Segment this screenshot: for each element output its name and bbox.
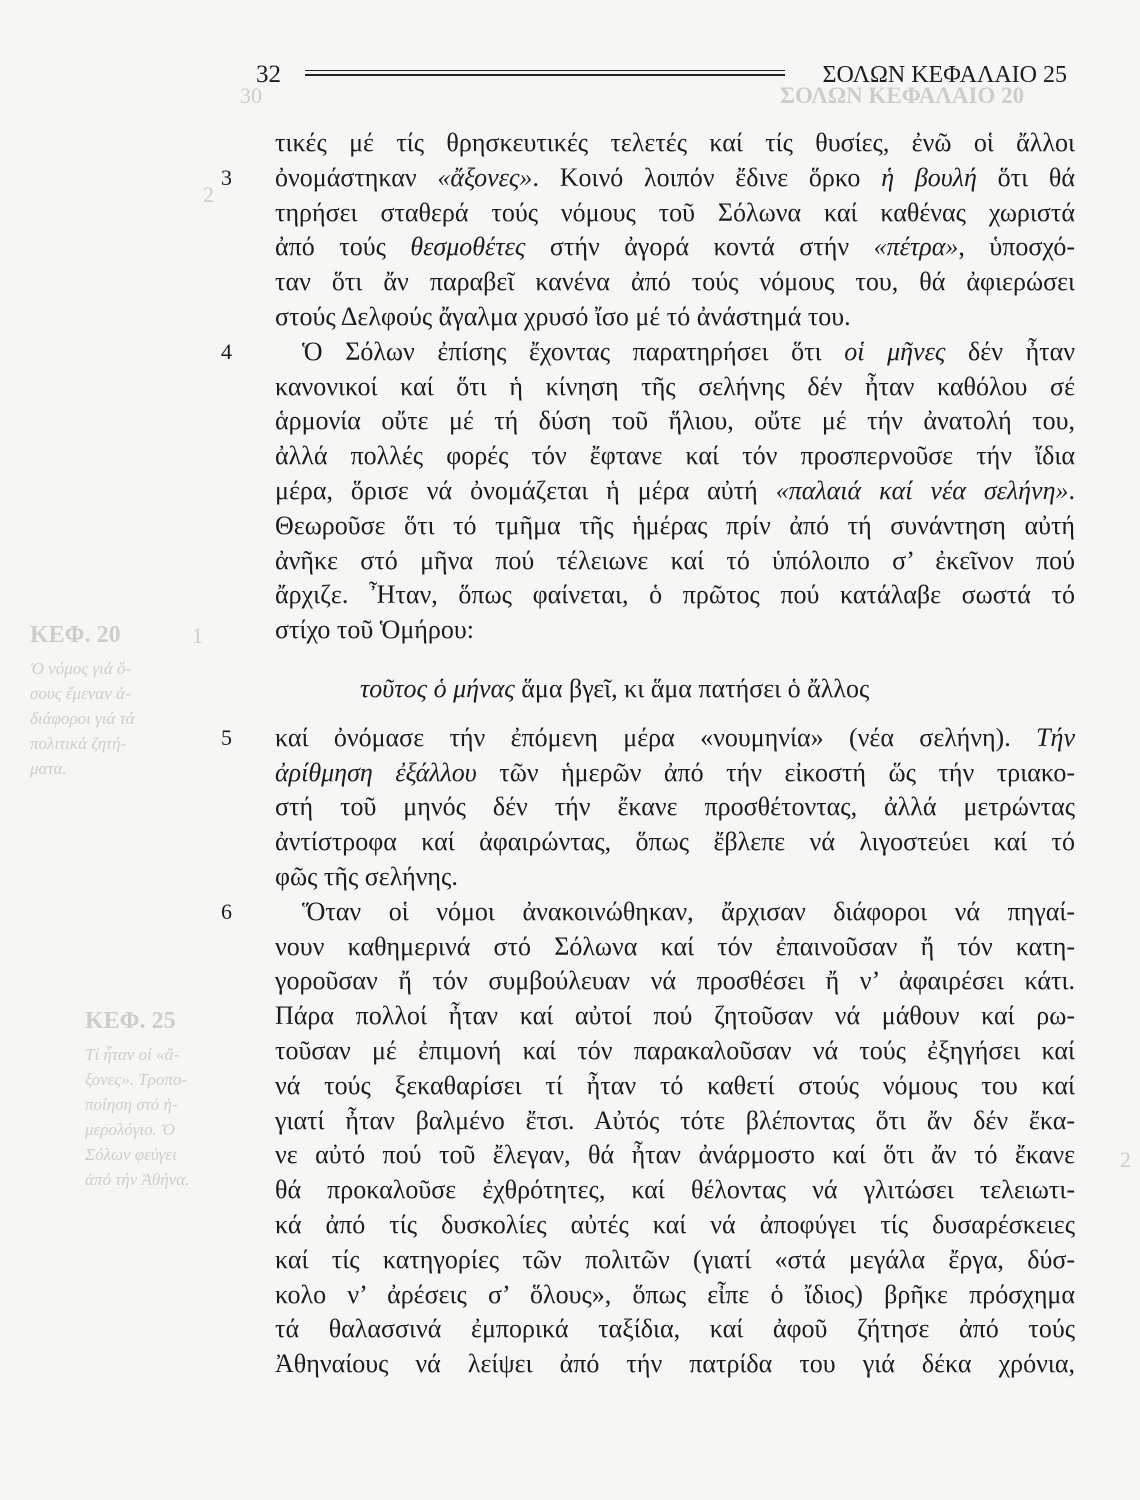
header-double-rule bbox=[305, 70, 785, 76]
show-through-running-title: ΣΟΛΩΝ ΚΕΦΑΛΑΙΟ 20 bbox=[780, 83, 1025, 108]
text-run: θά προκαλοῦσε ἐχθρότητες, καί θέλοντας νά γλιτώσει τελειωτι- bbox=[275, 1175, 1075, 1205]
text-run: ὅτι θά bbox=[976, 162, 1075, 192]
italic-text-run: ἡ βουλή bbox=[881, 162, 977, 192]
text-run: Ἀθηναίους νά λείψει ἀπό τήν πατρίδα του γιά δέκα χρόνια, bbox=[275, 1349, 1075, 1379]
text-line bbox=[275, 1173, 1075, 1208]
text-line bbox=[275, 1347, 1075, 1382]
text-line bbox=[275, 509, 1075, 544]
text-run: Ὅταν οἱ νόμοι ἀνακοινώθηκαν, ἄρχισαν διάφοροι νά πηγαί- bbox=[302, 896, 1075, 926]
section-number: 5 bbox=[221, 724, 232, 750]
text-line bbox=[221, 335, 1075, 370]
italic-text-run: τοῦτος ὁ μήνας bbox=[360, 673, 515, 703]
text-line bbox=[221, 161, 1075, 196]
text-run: μέρα, ὅρισε νά ὀνομάζεται ἡ μέρα αὐτή bbox=[275, 475, 776, 505]
text-line bbox=[221, 721, 1075, 756]
text-line bbox=[275, 404, 1075, 439]
text-run: στούς Δελφούς ἄγαλμα χρυσό ἴσο μέ τό ἀνάστημά του. bbox=[275, 301, 851, 331]
text-run: κανονικοί καί ὅτι ἡ κίνηση τῆς σελήνης δέν ἦταν καθόλου σέ bbox=[275, 371, 1075, 401]
show-through-margin-note bbox=[85, 1006, 189, 1192]
italic-text-run: ἀρίθμηση ἐξάλλου bbox=[275, 757, 477, 787]
margin-note-line: πολιτικά ζητή- bbox=[30, 734, 127, 753]
text-run: ἀνῆκε στό μῆνα πού τέλειωνε καί τό ὑπόλοιπο σ’ ἐκεῖνον πού bbox=[275, 545, 1075, 575]
text-run: τικές μέ τίς θρησκευτικές τελετές καί τίς θυσίες, ἐνῶ οἱ ἄλλοι bbox=[275, 128, 1075, 157]
margin-note-line: Ὁ νόμος γιά ὅ- bbox=[30, 659, 132, 678]
text-run: καί τίς κατηγορίες τῶν πολιτῶν (γιατί «στά μεγάλα ἔργα, δύσ- bbox=[275, 1244, 1075, 1274]
show-through-margin-note bbox=[30, 620, 135, 781]
italic-text-run: «παλαιά καί νέα σελήνη» bbox=[775, 475, 1069, 505]
text-run: ὀνομάστηκαν bbox=[275, 162, 438, 192]
italic-text-run: «ἄξονες» bbox=[437, 162, 533, 192]
text-line bbox=[275, 474, 1075, 509]
text-run: . bbox=[1068, 475, 1075, 505]
text-run: Πάρα πολλοί ἦταν καί αὐτοί πού ζητοῦσαν νά μάθουν καί ρω- bbox=[275, 1001, 1075, 1031]
text-line bbox=[275, 1034, 1075, 1069]
text-run: ἅμα βγεῖ, κι ἅμα πατήσει ὁ ἄλλος bbox=[514, 673, 870, 703]
text-run: Θεωροῦσε ὅτι τό τμῆμα τῆς ἡμέρας πρίν ἀπό τή συνάντηση αὐτή bbox=[275, 510, 1075, 540]
text-run: νε αὐτό πού τοῦ ἔλεγαν, θά ἦταν ἀνάρμοστο καί ὅτι ἄν τό ἔκανε bbox=[275, 1140, 1075, 1170]
text-line bbox=[275, 196, 1075, 231]
text-run: γοροῦσαν ἤ τόν συμβούλευαν νά προσθέσει ἤ ν’ ἀφαιρέσει κάτι. bbox=[275, 966, 1075, 996]
margin-note-line: διάφοροι γιά τά bbox=[30, 709, 135, 728]
body-text bbox=[221, 126, 1076, 1382]
text-line bbox=[275, 230, 1075, 265]
text-line bbox=[275, 825, 1075, 860]
running-title: ΣΟΛΩΝ ΚΕΦΑΛΑΙΟ 25 bbox=[822, 62, 1067, 88]
text-line bbox=[275, 1312, 1075, 1347]
text-line bbox=[275, 126, 1075, 161]
text-run: δέν ἦταν bbox=[945, 336, 1075, 366]
text-line bbox=[275, 860, 1075, 895]
text-line bbox=[275, 613, 1075, 648]
text-line bbox=[275, 1069, 1075, 1104]
text-run: κολο ν’ ἀρέσεις σ’ ὅλους», ὅπως εἶπε ὁ ἴδιος) βρῆκε πρόσχημα bbox=[275, 1279, 1075, 1309]
text-run: φῶς τῆς σελήνης. bbox=[275, 861, 458, 891]
text-run: στήν ἀγορά κοντά στήν bbox=[525, 232, 874, 262]
text-line bbox=[275, 930, 1075, 965]
italic-text-run: θεσμοθέτες bbox=[410, 232, 526, 262]
text-line bbox=[275, 300, 1075, 335]
text-line bbox=[275, 578, 1075, 613]
text-run: καί ὀνόμασε τήν ἐπόμενη μέρα «νουμηνία» (νέα σελήνη). bbox=[275, 722, 1037, 752]
margin-note-line: ξονες». Τροπο- bbox=[85, 1070, 187, 1089]
text-line bbox=[275, 1138, 1075, 1173]
text-line bbox=[221, 895, 1075, 930]
text-line bbox=[275, 1104, 1075, 1139]
text-line bbox=[275, 999, 1075, 1034]
text-line bbox=[275, 265, 1075, 300]
margin-note-line: ποίηση στό ἡ- bbox=[85, 1095, 178, 1114]
text-run: ἄρχιζε. Ἦταν, ὅπως φαίνεται, ὁ πρῶτος πού κατάλαβε σωστά τό bbox=[275, 580, 1075, 610]
text-line bbox=[275, 1243, 1075, 1278]
text-run: τῶν ἡμερῶν ἀπό τήν εἰκοστή ὥς τήν τριακο- bbox=[476, 757, 1076, 787]
margin-note-line: μερολόγιο. Ὁ bbox=[85, 1120, 176, 1139]
text-run: ἀλλά πολλές φορές τόν ἔφτανε καί τόν προσπερνοῦσε τήν ἴδια bbox=[275, 441, 1075, 471]
margin-note-label: ΚΕΦ. 25 bbox=[85, 1008, 176, 1034]
text-run: τηρήσει σταθερά τούς νόμους τοῦ Σόλωνα καί καθένας χωριστά bbox=[275, 197, 1075, 227]
margin-note-text bbox=[85, 1042, 189, 1192]
margin-note-line: Σόλων φεύγει bbox=[85, 1145, 177, 1164]
show-through-section-number: 1 bbox=[192, 623, 203, 648]
text-run: στίχο τοῦ Ὁμήρου: bbox=[275, 615, 474, 645]
margin-note-line: ἀπό τήν Ἀθήνα. bbox=[85, 1170, 190, 1189]
italic-text-run: Τήν bbox=[1036, 722, 1075, 752]
margin-note-line: σους ἔμεναν ἀ- bbox=[30, 684, 131, 703]
text-run: . Κοινό λοιπόν ἔδινε ὅρκο bbox=[532, 162, 882, 192]
section-number: 6 bbox=[221, 898, 232, 924]
text-run: κά ἀπό τίς δυσκολίες αὐτές καί νά ἀποφύγει τίς δυσαρέσκειες bbox=[275, 1209, 1075, 1239]
margin-note-line: ματα. bbox=[30, 759, 67, 778]
text-run: γιατί ἦταν βαλμένο ἔτσι. Αὐτός τότε βλέποντας ὅτι ἄν δέν ἔκα- bbox=[275, 1105, 1075, 1135]
text-run: νά τούς ξεκαθαρίσει τί ἦταν τό καθετί στούς νόμους του καί bbox=[275, 1070, 1075, 1100]
show-through-section-number: 2 bbox=[1120, 1147, 1131, 1172]
text-line bbox=[275, 544, 1075, 579]
text-line bbox=[275, 756, 1075, 791]
text-run: τοῦσαν μέ ἐπιμονή καί τόν παρακαλοῦσαν νά τούς ἐξηγήσει καί bbox=[275, 1035, 1075, 1065]
text-run: , ὑποσχό- bbox=[958, 232, 1075, 262]
text-line bbox=[275, 1278, 1075, 1313]
italic-text-run: «πέτρα» bbox=[873, 232, 959, 262]
text-run: Ὁ Σόλων ἐπίσης ἔχοντας παρατηρήσει ὅτι bbox=[302, 336, 845, 366]
text-line bbox=[275, 439, 1075, 474]
show-through-page-number: 30 bbox=[240, 83, 262, 108]
text-run: τά θαλασσινά ἐμπορικά ταξίδια, καί ἀφοῦ ζήτησε ἀπό τούς bbox=[275, 1314, 1075, 1344]
text-line bbox=[275, 964, 1075, 999]
section-number: 3 bbox=[221, 164, 232, 190]
text-line bbox=[275, 1208, 1075, 1243]
margin-note-line: Τί ἦταν οἱ «ἄ- bbox=[85, 1045, 180, 1064]
text-run: στή τοῦ μηνός δέν τήν ἔκανε προσθέτοντας, ἀλλά μετρώντας bbox=[275, 792, 1075, 822]
text-run: ταν ὅτι ἄν παραβεῖ κανένα ἀπό τούς νόμους του, θά ἀφιερώσει bbox=[275, 267, 1075, 297]
text-run: ἀντίστροφα καί ἀφαιρώντας, ὅπως ἔβλεπε νά λιγοστεύει καί τό bbox=[275, 827, 1075, 857]
text-run: ἁρμονία οὔτε μέ τή δύση τοῦ ἥλιου, οὔτε μέ τήν ἀνατολή του, bbox=[275, 406, 1075, 436]
margin-note-label: ΚΕΦ. 20 bbox=[30, 622, 121, 648]
margin-note-text bbox=[30, 656, 135, 781]
italic-text-run: οἱ μῆνες bbox=[844, 336, 946, 366]
text-run: ἀπό τούς bbox=[275, 232, 411, 262]
text-run: νουν καθημερινά στό Σόλωνα καί τόν ἐπαινοῦσαν ἤ τόν κατη- bbox=[275, 931, 1075, 961]
show-through-section-number: 2 bbox=[203, 182, 214, 207]
page-number: 32 bbox=[256, 61, 281, 88]
verse-line bbox=[275, 672, 1075, 707]
section-number: 4 bbox=[221, 338, 232, 364]
text-line bbox=[275, 790, 1075, 825]
text-line bbox=[275, 370, 1075, 405]
